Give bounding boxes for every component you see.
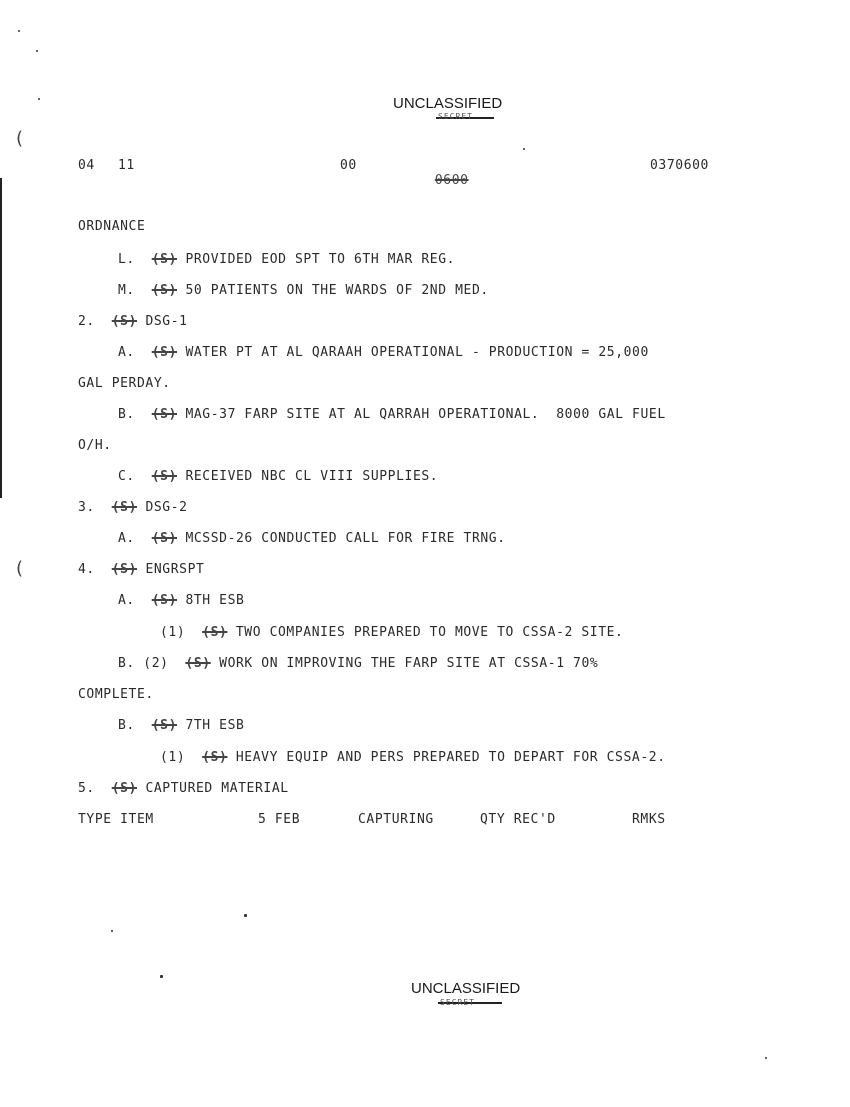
scan-speck <box>160 975 163 978</box>
classification-mark: (S) <box>202 625 228 640</box>
line-label: (1) <box>160 750 186 765</box>
classification-mark: (S) <box>151 469 177 484</box>
line-text: MAG-37 FARP SITE AT AL QARRAH OPERATIONAL. 8000 GAL FUEL <box>185 407 666 422</box>
line-label: (1) <box>160 625 186 640</box>
line-label: A. <box>118 593 135 608</box>
line-label: C. <box>118 469 135 484</box>
scan-speck <box>765 1057 767 1059</box>
line-label: B. <box>118 718 135 733</box>
line-text: HEAVY EQUIP AND PERS PREPARED TO DEPART FOR CSSA-2. <box>235 750 666 765</box>
line-label: L. <box>118 252 135 267</box>
line-text: DSG-1 <box>145 314 188 329</box>
line-label: 2. <box>78 314 95 329</box>
classification-mark: (S) <box>202 750 228 765</box>
line-label: A. <box>118 345 135 360</box>
table-header-rmks: RMKS <box>632 812 666 827</box>
table-header-type-item: TYPE ITEM <box>78 812 154 827</box>
line-text: DSG-2 <box>145 500 188 515</box>
section-title: ORDNANCE <box>78 219 146 234</box>
table-header-qty: QTY REC'D <box>480 812 556 827</box>
classification-mark: (S) <box>151 407 177 422</box>
line-text: ENGRSPT <box>145 562 205 577</box>
body-line <box>78 687 154 702</box>
table-header-date: 5 FEB <box>258 812 301 827</box>
margin-paren-middle: ( <box>16 558 24 579</box>
line-label: B. (2) <box>118 656 169 671</box>
line-text: WORK ON IMPROVING THE FARP SITE AT CSSA-1 70% <box>219 656 599 671</box>
header-col-3: 00 <box>340 158 357 173</box>
header-col-4-text: 0600 <box>434 173 469 188</box>
header-col-4-struck <box>418 158 469 188</box>
scan-speck <box>36 50 38 52</box>
classification-mark: (S) <box>151 718 177 733</box>
line-label: 5. <box>78 781 95 796</box>
line-text: GAL PERDAY. <box>78 376 171 391</box>
line-label: 3. <box>78 500 95 515</box>
line-text: 8TH ESB <box>185 593 245 608</box>
body-line <box>78 500 188 515</box>
body-line <box>118 531 506 546</box>
line-label: 4. <box>78 562 95 577</box>
body-line <box>118 593 244 608</box>
header-col-2: 11 <box>118 158 135 173</box>
header-col-1: 04 <box>78 158 95 173</box>
line-text: CAPTURED MATERIAL <box>145 781 289 796</box>
body-line <box>78 781 289 796</box>
line-text: 7TH ESB <box>185 718 245 733</box>
line-text: O/H. <box>78 438 112 453</box>
footer-struck-marking: SECRET <box>440 998 475 1007</box>
line-text: COMPLETE. <box>78 687 154 702</box>
classification-mark: (S) <box>111 500 137 515</box>
classification-mark: (S) <box>151 283 177 298</box>
body-line <box>118 718 244 733</box>
scan-speck <box>244 914 247 917</box>
header-col-5: 0370600 <box>650 158 709 173</box>
classification-mark: (S) <box>111 314 137 329</box>
footer-classification: UNCLASSIFIED <box>411 980 521 997</box>
scan-speck <box>18 30 20 32</box>
scan-speck <box>38 98 40 100</box>
margin-paren-top: ( <box>16 128 24 149</box>
body-line <box>118 656 598 671</box>
body-line <box>118 469 438 484</box>
classification-mark: (S) <box>151 593 177 608</box>
body-line <box>78 562 204 577</box>
line-text: 50 PATIENTS ON THE WARDS OF 2ND MED. <box>185 283 489 298</box>
body-line <box>160 750 666 765</box>
scan-speck <box>111 930 113 932</box>
body-line <box>118 345 649 360</box>
body-line <box>160 625 624 640</box>
classification-mark: (S) <box>151 252 177 267</box>
line-text: WATER PT AT AL QARAAH OPERATIONAL - PRODUCTION = 25,000 <box>185 345 649 360</box>
line-text: TWO COMPANIES PREPARED TO MOVE TO CSSA-2 SITE. <box>235 625 624 640</box>
classification-mark: (S) <box>151 345 177 360</box>
classification-mark: (S) <box>185 656 211 671</box>
body-line <box>78 314 188 329</box>
line-text: PROVIDED EOD SPT TO 6TH MAR REG. <box>185 252 456 267</box>
classification-mark: (S) <box>151 531 177 546</box>
classification-mark: (S) <box>111 562 137 577</box>
body-line <box>78 438 112 453</box>
body-line <box>118 283 489 298</box>
header-classification: UNCLASSIFIED <box>393 95 503 112</box>
line-label: B. <box>118 407 135 422</box>
classification-mark: (S) <box>111 781 137 796</box>
scan-speck <box>523 148 525 150</box>
line-text: RECEIVED NBC CL VIII SUPPLIES. <box>185 469 439 484</box>
body-line <box>118 407 666 422</box>
body-line <box>78 376 171 391</box>
line-label: M. <box>118 283 135 298</box>
body-line <box>118 252 455 267</box>
table-header-capturing: CAPTURING <box>358 812 434 827</box>
line-text: MCSSD-26 CONDUCTED CALL FOR FIRE TRNG. <box>185 531 506 546</box>
line-label: A. <box>118 531 135 546</box>
left-edge-bar <box>0 178 2 498</box>
header-struck-marking: SECRET <box>438 112 473 121</box>
